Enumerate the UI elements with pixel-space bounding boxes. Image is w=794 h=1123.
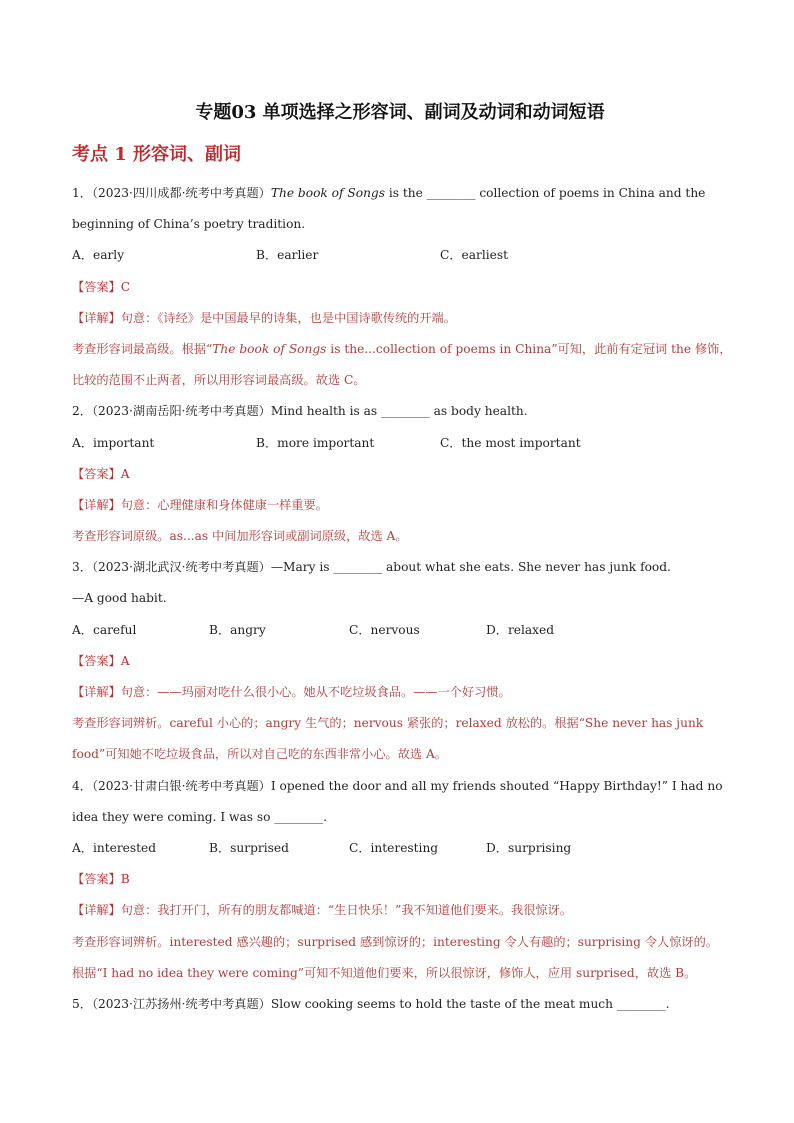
option-b: B．angry <box>209 622 266 637</box>
detail-line: 【详解】句意：我打开门，所有的朋友都喊道：“生日快乐！”我不知道他们要来。我很惊讶。 <box>72 903 572 918</box>
answer-line: 【答案】A <box>72 466 130 481</box>
question-stem: 4．（2023·甘肃白银·统考中考真题）I opened the door and all my friends shouted “Happy Birthday!” I had no <box>72 778 723 793</box>
question-1 <box>72 178 732 396</box>
options-row <box>72 833 724 864</box>
answer-value: C <box>120 279 131 294</box>
option-c: C．the most important <box>440 435 581 450</box>
answer-value: A <box>120 653 130 668</box>
answer-line: 【答案】A <box>72 653 130 668</box>
analysis-line: food”可知她不吃垃圾食品，所以对自己吃的东西非常小心。故选 A。 <box>72 747 447 762</box>
answer-line: 【答案】B <box>72 872 130 887</box>
answer-value: B <box>120 872 130 887</box>
detail-line: 【详解】句意：心理健康和身体健康一样重要。 <box>72 497 328 512</box>
option-c: C．nervous <box>349 622 420 637</box>
question-3 <box>72 552 724 770</box>
question-source: 1．（2023·四川成都·统考中考真题） <box>72 186 271 200</box>
question-stem-continued: idea they were coming. I was so ________. <box>72 809 327 824</box>
question-4 <box>72 771 724 989</box>
worksheet-page <box>72 98 732 1020</box>
question-stem-continued: —A good habit. <box>72 591 167 606</box>
analysis-line: 考查形容词辨析。interested 感兴趣的；surprised 感到惊讶的；interesting 令人有趣的；surprising 令人惊讶的。 <box>72 934 718 949</box>
question-2 <box>72 396 724 552</box>
option-c: C．interesting <box>349 840 439 855</box>
options-row <box>72 428 724 459</box>
options-row <box>72 240 724 271</box>
options-row <box>72 615 724 646</box>
document-title: 专题03 单项选择之形容词、副词及动词和动词短语 <box>195 102 605 123</box>
analysis-line: 比较的范围不止两者，所以用形容词最高级。故选 C。 <box>72 373 366 388</box>
analysis-line: 根据“I had no idea they were coming”可知不知道他们要来，所以很惊讶，修饰人，应用 surprised，故选 B。 <box>72 965 697 980</box>
analysis-line: 考查形容词原级。as...as 中间加形容词或副词原级，故选 A。 <box>72 529 408 544</box>
option-a: A．careful <box>72 622 137 637</box>
question-stem-continued: beginning of China’s poetry tradition. <box>72 217 306 232</box>
question-stem: 1．（2023·四川成都·统考中考真题）The book of Songs is the ________ collection of poems in China and the <box>72 186 706 200</box>
answer-value: A <box>120 466 130 481</box>
option-a: A．interested <box>72 840 157 855</box>
option-b: B．earlier <box>256 248 319 263</box>
option-c: C．earliest <box>440 248 508 263</box>
book-title: The book of Songs <box>270 186 385 200</box>
option-b: B．surprised <box>209 840 289 855</box>
section-heading: 考点 1 形容词、副词 <box>72 144 242 165</box>
answer-line: 【答案】C <box>72 279 131 294</box>
question-stem: 5．（2023·江苏扬州·统考中考真题）Slow cooking seems to hold the taste of the meat much ________. <box>72 996 670 1011</box>
analysis-line: 考查形容词最高级。根据“The book of Songs is the...collection of poems in China”可知，此前有定冠词 the 修饰， <box>72 341 732 356</box>
analysis-line: 考查形容词辨析。careful 小心的；angry 生气的；nervous 紧张的；relaxed 放松的。根据“She never has junk <box>72 716 704 731</box>
option-a: A．important <box>72 435 155 450</box>
question-stem: 3．（2023·湖北武汉·统考中考真题）—Mary is ________ about what she eats. She never has junk food. <box>72 560 671 575</box>
question-5 <box>72 989 724 1020</box>
option-a: A．early <box>72 248 125 263</box>
detail-line: 【详解】句意：《诗经》是中国最早的诗集，也是中国诗歌传统的开端。 <box>72 310 456 325</box>
option-d: D．surprising <box>486 840 572 855</box>
detail-line: 【详解】句意：——玛丽对吃什么很小心。她从不吃垃圾食品。——一个好习惯。 <box>72 685 511 699</box>
question-stem: 2．（2023·湖南岳阳·统考中考真题）Mind health is as ________ as body health. <box>72 404 528 419</box>
option-d: D．relaxed <box>486 622 555 637</box>
option-b: B．more important <box>256 435 375 450</box>
